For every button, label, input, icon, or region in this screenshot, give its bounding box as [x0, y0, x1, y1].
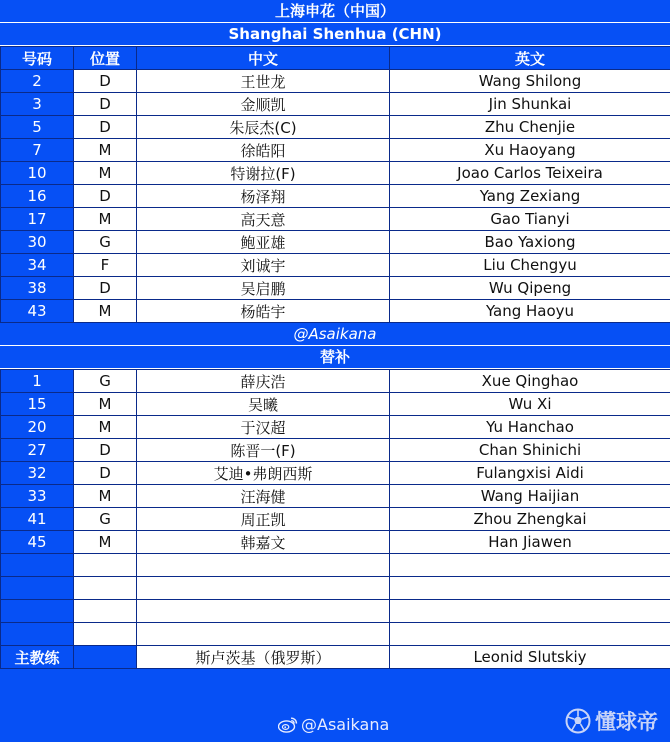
weibo-icon [278, 716, 298, 733]
player-number: 1 [1, 370, 74, 393]
coach-spacer [74, 646, 137, 669]
player-name-en: Jin Shunkai [390, 93, 670, 116]
player-number: 32 [1, 462, 74, 485]
sub-row [1, 508, 670, 531]
player-position: G [74, 231, 137, 254]
player-position [74, 554, 137, 577]
sub-row [1, 439, 670, 462]
sub-row [1, 554, 670, 577]
player-name-cn [137, 623, 390, 646]
sub-row [1, 416, 670, 439]
player-name-en: Wu Xi [390, 393, 670, 416]
player-name-cn: 薛庆浩 [137, 370, 390, 393]
player-name-cn: 吴启鹏 [137, 277, 390, 300]
player-number: 30 [1, 231, 74, 254]
player-name-en: Yu Hanchao [390, 416, 670, 439]
starter-row [1, 208, 670, 231]
player-number [1, 554, 74, 577]
player-number: 5 [1, 116, 74, 139]
starters-table [0, 46, 670, 323]
starter-row [1, 70, 670, 93]
player-name-en: Fulangxisi Aidi [390, 462, 670, 485]
soccer-ball-icon [565, 708, 591, 734]
player-position: D [74, 277, 137, 300]
player-name-cn: 朱辰杰(C) [137, 116, 390, 139]
coach-name-en: Leonid Slutskiy [390, 646, 670, 669]
player-position: D [74, 93, 137, 116]
starter-row [1, 116, 670, 139]
player-name-cn: 刘诚宇 [137, 254, 390, 277]
player-position: M [74, 485, 137, 508]
player-position: G [74, 508, 137, 531]
player-name-en: Joao Carlos Teixeira [390, 162, 670, 185]
player-name-en: Xu Haoyang [390, 139, 670, 162]
player-name-en: Xue Qinghao [390, 370, 670, 393]
coach-name-cn: 斯卢茨基（俄罗斯） [137, 646, 390, 669]
sub-row [1, 623, 670, 646]
player-number: 34 [1, 254, 74, 277]
player-number: 41 [1, 508, 74, 531]
player-name-cn: 鲍亚雄 [137, 231, 390, 254]
player-name-en: Wu Qipeng [390, 277, 670, 300]
player-name-en: Han Jiawen [390, 531, 670, 554]
sub-row [1, 393, 670, 416]
coach-label: 主教练 [1, 646, 74, 669]
player-number: 27 [1, 439, 74, 462]
player-name-cn: 特谢拉(F) [137, 162, 390, 185]
player-name-cn: 于汉超 [137, 416, 390, 439]
player-position: D [74, 70, 137, 93]
starter-row [1, 231, 670, 254]
table-header-row [1, 47, 670, 70]
player-name-en: Yang Haoyu [390, 300, 670, 323]
team-title: 上海申花（中国） [0, 0, 670, 23]
player-name-cn: 韩嘉文 [137, 531, 390, 554]
player-position: D [74, 116, 137, 139]
player-name-en: Gao Tianyi [390, 208, 670, 231]
player-name-cn: 陈晋一(F) [137, 439, 390, 462]
player-number: 17 [1, 208, 74, 231]
player-name-en: Yang Zexiang [390, 185, 670, 208]
player-name-cn [137, 600, 390, 623]
brand-logo [565, 706, 658, 736]
weibo-credit [278, 715, 389, 734]
col-header-position: 位置 [74, 47, 137, 70]
player-number: 16 [1, 185, 74, 208]
player-number: 7 [1, 139, 74, 162]
sub-row [1, 531, 670, 554]
player-position: F [74, 254, 137, 277]
starter-row [1, 139, 670, 162]
starter-row [1, 254, 670, 277]
starter-row [1, 162, 670, 185]
team-subtitle: Shanghai Shenhua (CHN) [0, 23, 670, 46]
player-position: D [74, 185, 137, 208]
player-name-cn: 徐皓阳 [137, 139, 390, 162]
watermark-mid: @Asaikana [0, 323, 670, 346]
player-name-cn: 周正凯 [137, 508, 390, 531]
player-number: 20 [1, 416, 74, 439]
starter-row [1, 185, 670, 208]
player-position: M [74, 162, 137, 185]
player-name-en [390, 554, 670, 577]
player-name-en: Wang Haijian [390, 485, 670, 508]
player-name-cn: 高天意 [137, 208, 390, 231]
player-name-en: Bao Yaxiong [390, 231, 670, 254]
player-position: D [74, 462, 137, 485]
player-position: M [74, 416, 137, 439]
player-name-en: Wang Shilong [390, 70, 670, 93]
starter-row [1, 93, 670, 116]
player-name-en [390, 623, 670, 646]
player-position [74, 577, 137, 600]
player-position: M [74, 208, 137, 231]
player-number: 15 [1, 393, 74, 416]
player-name-en: Zhou Zhengkai [390, 508, 670, 531]
coach-row [1, 646, 670, 669]
brand-name: 懂球帝 [595, 710, 658, 734]
sub-row [1, 485, 670, 508]
player-name-cn: 王世龙 [137, 70, 390, 93]
player-position: M [74, 393, 137, 416]
col-header-chinese: 中文 [137, 47, 390, 70]
player-number: 33 [1, 485, 74, 508]
player-position: G [74, 370, 137, 393]
player-name-cn: 杨泽翔 [137, 185, 390, 208]
player-name-en [390, 577, 670, 600]
sub-row [1, 370, 670, 393]
player-position [74, 623, 137, 646]
player-name-cn: 吴曦 [137, 393, 390, 416]
weibo-handle: @Asaikana [301, 715, 390, 734]
player-name-cn: 金顺凯 [137, 93, 390, 116]
player-number: 38 [1, 277, 74, 300]
player-position: M [74, 300, 137, 323]
sub-row [1, 462, 670, 485]
player-number: 3 [1, 93, 74, 116]
player-position: M [74, 531, 137, 554]
footer [0, 700, 670, 742]
player-number [1, 577, 74, 600]
starter-row [1, 277, 670, 300]
player-name-cn [137, 554, 390, 577]
player-name-cn: 汪海健 [137, 485, 390, 508]
starter-row [1, 300, 670, 323]
player-position [74, 600, 137, 623]
player-name-en: Zhu Chenjie [390, 116, 670, 139]
player-name-cn [137, 577, 390, 600]
player-name-cn: 杨皓宇 [137, 300, 390, 323]
player-number: 43 [1, 300, 74, 323]
player-name-cn: 艾迪•弗朗西斯 [137, 462, 390, 485]
player-number: 2 [1, 70, 74, 93]
player-position: M [74, 139, 137, 162]
player-number [1, 600, 74, 623]
player-number: 45 [1, 531, 74, 554]
player-name-en: Chan Shinichi [390, 439, 670, 462]
player-name-en: Liu Chengyu [390, 254, 670, 277]
subs-table [0, 369, 670, 669]
player-name-en [390, 600, 670, 623]
col-header-number: 号码 [1, 47, 74, 70]
player-number: 10 [1, 162, 74, 185]
sub-row [1, 600, 670, 623]
subs-title: 替补 [0, 346, 670, 369]
col-header-english: 英文 [390, 47, 670, 70]
player-position: D [74, 439, 137, 462]
sub-row [1, 577, 670, 600]
player-number [1, 623, 74, 646]
